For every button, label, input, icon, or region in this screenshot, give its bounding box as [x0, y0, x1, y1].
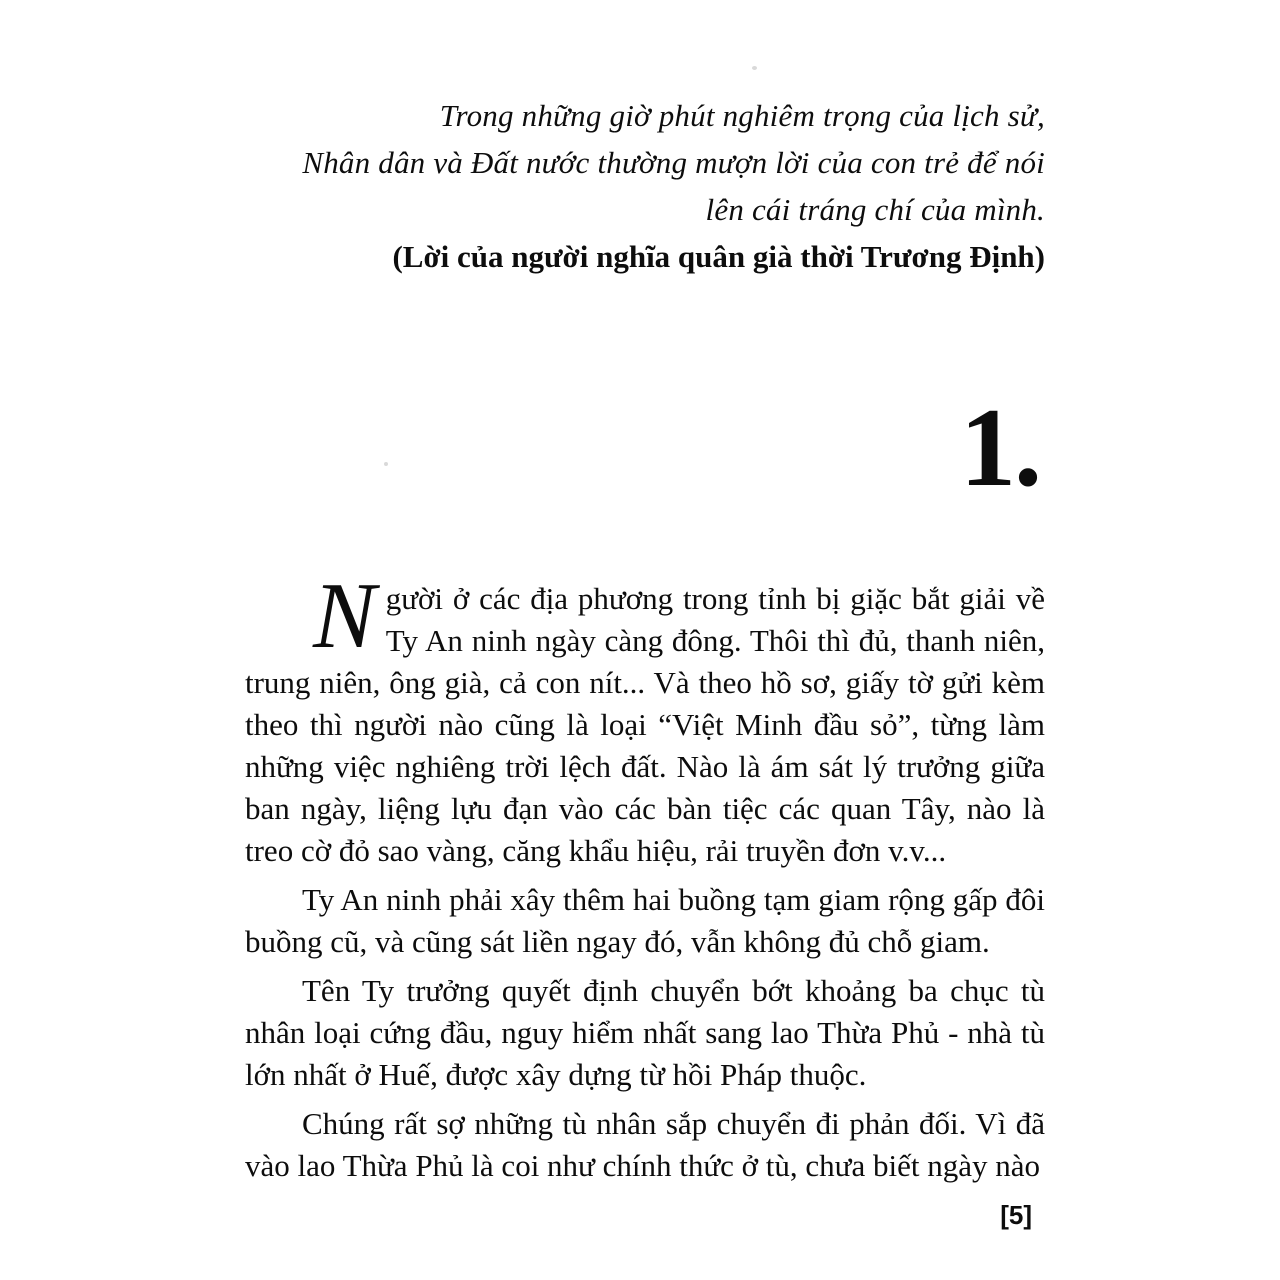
paragraph: Chúng rất sợ những tù nhân sắp chuyển đi phản đối. Vì đã vào lao Thừa Phủ là coi như chính thức ở tù, chưa biết ngày nào — [245, 1106, 1045, 1183]
epigraph-line: lên cái tráng chí của mình. — [705, 192, 1045, 227]
epigraph-line: Trong những giờ phút nghiêm trọng của lịch sử, — [439, 98, 1045, 133]
drop-cap: N — [313, 564, 376, 668]
body-text — [245, 564, 1045, 1187]
paragraph-text: gười ở các địa phương trong tỉnh bị giặc bắt giải về Ty An ninh ngày càng đông. Thôi thì đủ, thanh niên, trung niên, ông già, cả con nít... Và theo hồ sơ, giấy tờ gửi kèm theo thì người nào cũng là loại “Việt Minh đầu sỏ”, từng làm những việc nghiêng trời lệch đất. Nào là ám sát lý trưởng giữa ban ngày, liệng lựu đạn vào các bàn tiệc các quan Tây, nào là treo cờ đỏ sao vàng, căng khẩu hiệu, rải truyền đơn v.v... — [245, 581, 1045, 868]
epigraph-line: Nhân dân và Đất nước thường mượn lời của con trẻ để nói — [302, 145, 1045, 180]
scan-speck — [384, 462, 388, 466]
epigraph-attribution: (Lời của người nghĩa quân già thời Trương Định) — [392, 239, 1045, 274]
chapter-number: 1. — [960, 386, 1040, 510]
paragraph: Tên Ty trưởng quyết định chuyển bớt khoảng ba chục tù nhân loại cứng đầu, nguy hiểm nhất sang lao Thừa Phủ - nhà tù lớn nhất ở Huế, được xây dựng từ hồi Pháp thuộc. — [245, 973, 1045, 1092]
scan-speck — [752, 66, 757, 70]
page-number: [5] — [1000, 1200, 1032, 1230]
paragraph: Ty An ninh phải xây thêm hai buồng tạm giam rộng gấp đôi buồng cũ, và cũng sát liền ngay đó, vẫn không đủ chỗ giam. — [245, 882, 1045, 959]
paragraph — [245, 564, 1045, 872]
epigraph — [240, 92, 1045, 280]
